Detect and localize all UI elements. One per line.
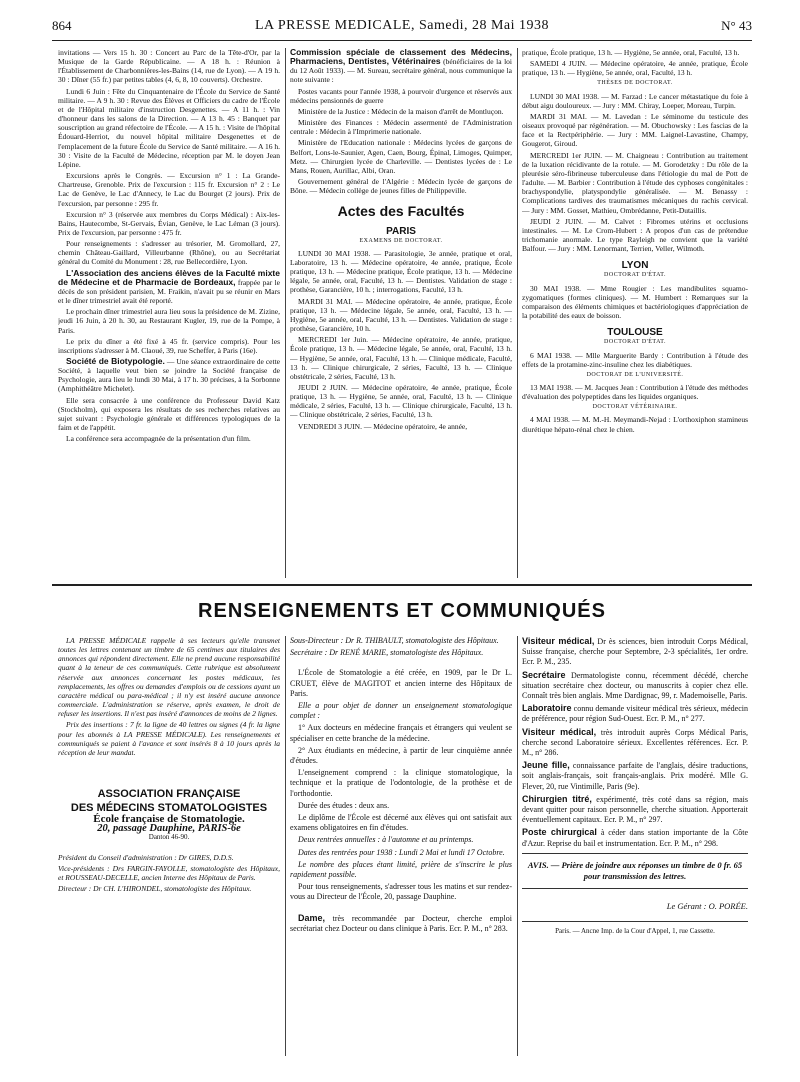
issue-number: N° 43 bbox=[721, 18, 752, 33]
classified-ad: Poste chirurgical à céder dans station importante de la Côte d'Azur. Reprise du bail et instrumentation. Ecr. P. M., n° 298. bbox=[522, 827, 748, 848]
paragraph: Ministère de l'Education nationale : Médecins lycées de garçons de Belfort, Lons-le-Saunier, Agen, Caen, Bourg, Épinal, Limoges, Quimper, Metz. — Chirurgien lycée de Charleville. — Dentistes lycées de : Le Mans, Rouen, Aurillac, Albi, Oran. bbox=[290, 138, 512, 175]
staff-line: Vice-présidents : Drs FARGIN-FAYOLLE, stomatologiste des Hôpitaux, et ROUSSEAU-DECELLE, ancien Interne des Hôpitaux de Paris. bbox=[58, 863, 280, 882]
article bbox=[58, 269, 280, 306]
paragraph: Elle a pour objet de donner un enseignement stomatologique complet : bbox=[290, 701, 512, 721]
school-address: 20, passage Dauphine, PARIS-6e bbox=[97, 823, 241, 835]
column-2 bbox=[290, 48, 512, 580]
column-divider bbox=[517, 48, 518, 578]
article bbox=[290, 48, 512, 85]
notice-paragraph: LA PRESSE MÉDICALE rappelle à ses lecteurs qu'elle transmet toutes les lettres contenant un timbre de 65 centimes aux titulaires des annonces qui répondent directement. Elle ne prend aucune responsabilité quant à la teneur de ces communiqués. Cette rubrique est absolument réservée aux annonces concernant les postes médicaux, les remplacements, les offres ou demandes d'emplois ou de cessions ayant un caractère médical ou para-médical ; il n'y est inséré aucune annonce commerciale. L'administration se réserve, après examen, le droit de refuser les insertions. Il n'est pas inséré d'annonces de moins de 2 lignes. bbox=[58, 636, 280, 719]
gerant-line: Le Gérant : O. PORÉE. bbox=[666, 900, 748, 911]
paragraph: Le prochain dîner trimestriel aura lieu sous la présidence de M. Zizine, jeudi 16 Juin, à 20 h. 30, au Restaurant Kugler, 19, rue de la Pompe, à Paris. bbox=[58, 307, 280, 335]
paragraph: SAMEDI 4 JUIN. — Médecine opératoire, 4e année, pratique, École pratique, 13 h. — Hygiène, 5e année, oral, Faculté, 13 h. bbox=[522, 59, 748, 78]
paragraph: invitations — Vers 15 h. 30 : Concert au Parc de la Tête-d'Or, par la Musique de la Garde Républicaine. — A 18 h. : Réunion à l'Établissement de Charbonnières-les-Bains (14, rue de Lyon). — A 19 h. 30 : Dîner (55 fr.) par petites tables (4, 6, 8, 10 couverts). Orchestre. bbox=[58, 48, 280, 85]
column-divider bbox=[285, 636, 286, 1056]
section-banner: RENSEIGNEMENTS ET COMMUNIQUÉS bbox=[198, 600, 606, 622]
running-header bbox=[52, 18, 752, 36]
column-1 bbox=[58, 48, 280, 580]
subheading: THÈSES DE DOCTORAT. bbox=[597, 80, 673, 87]
paragraph: Durée des études : deux ans. bbox=[298, 800, 390, 810]
paragraph: Le nombre des places étant limité, prière de s'inscrire le plus rapidement possible. bbox=[290, 859, 512, 880]
classified-ad: Jeune fille, connaissance parfaite de l'anglais, désire traductions, soit anglais-français, soit français-anglais. Prix modéré. Mlle G. Flever, 20, rue Vintimille, Paris (9e). bbox=[522, 760, 748, 791]
paragraph: L'École de Stomatologie a été créée, en 1909, par le Dr L. CRUET, élève de MAGITOT et ancien interne des Hôpitaux de Paris. bbox=[290, 668, 512, 698]
divider bbox=[522, 888, 748, 889]
paragraph: pratique, École pratique, 13 h. — Hygiène, 5e année, oral, Faculté, 13 h. bbox=[522, 48, 740, 57]
paragraph: La conférence sera accompagnée de la présentation d'un film. bbox=[66, 434, 251, 444]
paragraph: Excursions après le Congrès. — Excursion n° 1 : La Grande-Chartreuse, Grenoble. Prix de l'excursion : 115 fr. Excursion n° 2 : Le Lac de Genève, le Lac d'Annecy, le Lac du Bourget (2 jours). Prix de l'excursion, par personne : 295 fr. bbox=[58, 171, 280, 208]
paragraph: JEUDI 2 JUIN. — Médecine opératoire, 4e année, pratique, École pratique, 13 h. — Hygiène, 5e année, oral, Faculté, 13 h. — Clinique médicale, 2 séries, Faculté, 13 h. — Clinique chirurgicale, Faculté, 13 h. — Clinique obstétricale, 2 séries, Faculté, 13 h. bbox=[290, 383, 512, 420]
paragraph: Excursion n° 3 (réservée aux membres du Corps Médical) : Aix-les-Bains, Hautecombe, St-Gervais, Évian, Genève, le Lac Léman (3 jours). Prix de l'excursion, par personne : 475 fr. bbox=[58, 209, 280, 237]
staff-line: Directeur : Dr CH. L'HIRONDEL, stomatologiste des Hôpitaux. bbox=[58, 883, 252, 893]
article-text: — Une séance extraordinaire de cette Société, à laquelle veut bien se joindre la Société française de Psychologie, aura lieu le lundi 30 Mai, à 17 h. 30 précises, à la Sorbonne (Amphithéâtre Michelet). bbox=[58, 357, 280, 394]
paragraph: 6 MAI 1938. — Mlle Marguerite Bardy : Contribution à l'étude des effets de la protamine-zinc-insuline chez les diabétiques. bbox=[522, 350, 748, 369]
paragraph: Lundi 6 Juin : Fête du Cinquantenaire de l'École du Service de Santé militaire. — A 9 h. 30 : Revue des Élèves et Officiers du cadre de l'École et de l'Hôpital militaire d'instruction Desgenettes. — A 11 h. : Vin d'honneur dans les salons de la Direction. — A 13 h. 45 : Banquet par souscription au grand réfectoire de l'École. — A 15 h. : Visite de l'hôpital Édouard-Herriot, du nouvel hôpital militaire Desgenettes et de l'emplacement de la future École du Service de Santé militaire. — A 16 h. 30 : Visite de la Faculté de Médecine, réception par M. le doyen Jean Lépine. bbox=[58, 86, 280, 169]
association-title: DES MÉDECINS STOMATOLOGISTES bbox=[70, 802, 268, 815]
column-3 bbox=[522, 48, 748, 580]
divider bbox=[522, 921, 748, 922]
subheading: EXAMENS DE DOCTORAT. bbox=[359, 237, 443, 244]
paragraph: MERCREDI 1er Juin. — Médecine opératoire, 4e année, pratique, École pratique, 13 h. — Médecine légale, 5e année, oral, Faculté, 13 h. — Hygiène, 5e année, oral, Faculté, 13 h. — Clinique médicale, Faculté, 13 h. — Clinique chirurgicale, 2 séries, Faculté, 13 h. — Clinique obstétricale, 2 séries, Faculté, 13 h. bbox=[290, 335, 512, 381]
paragraph: MARDI 31 MAI. — Médecine opératoire, 4e année, pratique, École pratique, 13 h. — Médecine légale, 5e année, oral, Faculté, 13 h. — Hygiène, 5e année, oral, Faculté, 13 h. — Dentistes. Validation de stage : prothèse, Garancière, 10 h. bbox=[290, 296, 512, 334]
staff-line: Sous-Directeur : Dr R. THIBAULT, stomatologiste des Hôpitaux. bbox=[290, 636, 499, 645]
paragraph: Ministère de la Justice : Médecin de la maison d'arrêt de Montluçon. bbox=[298, 106, 504, 116]
divider bbox=[522, 853, 748, 854]
paragraph: LUNDI 30 MAI 1938. — M. Farzad : Le cancer métastatique du foie à début aigu douloureux. — Jury : MM. Chiray, Loeper, Moreau, Turpin. bbox=[522, 91, 748, 110]
paragraph: JEUDI 2 JUIN. — M. Calvet : Fibromes utérins et occlusions intestinales. — M. Le Crom-Hubert : A propos d'un cas de prétendue trichomanie anormale. Le type Rayleigh ne convient que la variété Balfour. — Jury : MM. Lenormant, Terrien, Veller, Wilmoth. bbox=[522, 216, 748, 254]
column-divider bbox=[285, 48, 286, 578]
bottom-column-1 bbox=[58, 636, 280, 1056]
staff-line: Secrétaire : Dr RENÉ MARIE, stomatologiste des Hôpitaux. bbox=[290, 648, 484, 658]
classified-ad: Laboratoire connu demande visiteur médical très sérieux, médecin de préférence, pour région Sud-Ouest. Ecr. P. M., n° 277. bbox=[522, 703, 748, 724]
paragraph: Pour renseignements : s'adresser au trésorier, M. Gromollard, 27, chemin Château-Gaillard, Villeurbanne (Rhône), ou au Secrétariat général du Comité du Monument : 28, rue Bellecordière, Lyon. bbox=[58, 239, 280, 267]
paragraph: Postes vacants pour l'année 1938, à pourvoir d'urgence et réservés aux médecins pensionnés de guerre bbox=[290, 86, 512, 105]
paragraph: 1° Aux docteurs en médecine français et étrangers qui veulent se spécialiser en cette branche de la médecine. bbox=[290, 723, 512, 743]
section-rule bbox=[52, 584, 752, 586]
journal-title: LA PRESSE MEDICALE, Samedi, 28 Mai 1938 bbox=[254, 18, 550, 33]
paragraph: 30 MAI 1938. — Mme Rougier : Les mandibulites squamo-zygomatiques (formes cliniques). — M. Humbert : Remarques sur la comparaison des éléments chimiques et bactériologiques d'appréciation de la potabilité des eaux de boisson. bbox=[522, 283, 748, 321]
city-heading: PARIS bbox=[386, 225, 416, 237]
subheading: DOCTORAT D'ÉTAT. bbox=[604, 339, 666, 346]
paragraph: LUNDI 30 MAI 1938. — Parasitologie, 3e année, pratique et oral, Laboratoire, 13 h. — Médecine opératoire, 4e année, pratique, École pratique, 13 h. — Médecine pratique, École pratique, 13 h. — Médecine légale, 5e année, oral, Faculté, 13 h. — Dentistes. Validation de stage : prothèse, Garancière, 10 h. ; interrogations, Faculté, 13 h. bbox=[290, 248, 512, 295]
paragraph: MARDI 31 MAI. — M. Lavedan : Le séminome du testicule des oiseaux provoqué par régénération. — M. Obuchowsky : Les fascias de la face et la Rectpériphérie. — Jury : MM. Laignel-Lavastine, Champy, Gougerot, Giroud. bbox=[522, 111, 748, 149]
classified-ad: Visiteur médical, Dr ès sciences, bien introduit Corps Médical, Suisse française, cherche pour Septembre, 2-3 spécialités, 1er ordre. Ecr. P. M., 235. bbox=[522, 636, 748, 667]
city-heading: TOULOUSE bbox=[607, 327, 663, 339]
page-number: 864 bbox=[52, 18, 72, 33]
article-heading: L'Association des anciens élèves de la Faculté mixte de Médecine et de Pharmacie de Bordeaux, bbox=[58, 267, 280, 287]
section-title: Actes des Facultés bbox=[337, 203, 465, 220]
paragraph: 4 MAI 1938. — M. M.-H. Meymandi-Nejad : L'orthoxiphon stamineus diurétique hépato-rénal chez le chien. bbox=[522, 415, 748, 434]
imprint: Paris. — Ancne Imp. de la Cour d'Appel, 1, rue Cassette. bbox=[555, 927, 715, 936]
article-heading: Société de Biotypologie. bbox=[66, 356, 165, 366]
avis-notice: AVIS. — Prière de joindre aux réponses un timbre de 0 fr. 65 pour transmission des lettres. bbox=[527, 859, 743, 881]
association-title: ASSOCIATION FRANÇAISE bbox=[97, 788, 241, 801]
subheading: DOCTORAT VÉTÉRINAIRE. bbox=[592, 404, 678, 411]
paragraph: Ministère des Finances : Médecin assermenté de l'Administration centrale : Médecin à l'Imprimerie nationale. bbox=[290, 118, 512, 137]
bottom-column-2 bbox=[290, 636, 512, 1056]
classified-ad: Chirurgien titré, expérimenté, très coté dans sa région, mais devant quitter pour raison personnelle, cherche situation. Apporterait éventuellement capitaux. Ecr. P. M., n° 297. bbox=[522, 793, 748, 825]
staff-line: Président du Conseil d'administration : Dr GIRES, D.D.S. bbox=[58, 852, 234, 862]
paragraph: 13 MAI 1938. — M. Jacques Jean : Contribution à l'étude des méthodes d'évaluation des polypeptides dans les liquides organiques. bbox=[522, 383, 748, 402]
subheading: DOCTORAT D'ÉTAT. bbox=[604, 272, 666, 279]
bottom-column-3 bbox=[522, 636, 748, 1056]
paragraph: MERCREDI 1er JUIN. — M. Chaigneau : Contribution au traitement de la luxation récidivante de la rotule. — M. Gorodetzky : Du rôle de la pleurésie séro-fibrineuse tuberculeuse dans l'étiologie du mal de Pott de l'adulte. — M. Barbier : Contribution à l'étude des cyphoses congénitales : brachyspondylie, platyspondylie généralisée. — M. Benassy : Complications tardives des traumatismes mécaniques du rachis cervical. — Jury : MM. Gosset, Mathieu, Ombrédanne, Petit-Dutaillis. bbox=[522, 150, 748, 215]
column-divider bbox=[517, 636, 518, 1056]
classified-ad: Secrétaire Dermatologiste connu, récemment décédé, cherche situation secrétaire chez docteur, ou manuscrits à copier chez elle. Connaît très bien anglais. Mme Dardignac, 99, r. Mademoiselle, Paris. bbox=[522, 669, 748, 701]
classified-ad: Dame, très recommandée par Docteur, cherche emploi secrétariat chez Docteur ou dans clinique à Paris. Ecr. P. M., n° 283. bbox=[290, 912, 512, 933]
article-text: (bénéficiaires de la loi du 12 Août 1933). — M. Sureau, secrétaire général, nous communique la note suivante : bbox=[290, 57, 512, 85]
paragraph: Dates des rentrées pour 1938 : Lundi 2 Mai et lundi 17 Octobre. bbox=[298, 847, 505, 857]
article bbox=[58, 357, 280, 394]
article-text: frappée par le décès de son président parisien, M. Fraikin, n'avait pu se réunir en Mars et le dîner trimestriel avait été reporté. bbox=[58, 277, 280, 306]
subheading: DOCTORAT DE L'UNIVERSITÉ. bbox=[586, 371, 684, 378]
paragraph: Le prix du dîner a été fixé à 45 fr. (service compris). Pour les inscriptions s'adresser à M. Claoué, 39, rue Scheffer, à Paris (16e). bbox=[58, 336, 280, 355]
school-name: École française de Stomatologie. bbox=[93, 813, 245, 826]
paragraph: Deux rentrées annuelles : à l'automne et au printemps. bbox=[298, 835, 474, 845]
paragraph: L'enseignement comprend : la clinique stomatologique, la technique et la pratique de l'odontologie, de la prothèse et de l'orthodontie. bbox=[290, 768, 512, 798]
paragraph: Elle sera consacrée à une conférence du Professeur David Katz (Stockholm), qui exposera les résultats de ses recherches relatives au sujet suivant : Psychologie générale et différences typologiques de la faim et de l'appétit. bbox=[58, 395, 280, 433]
paragraph: Le diplôme de l'École est décerné aux élèves qui ont satisfait aux examens obligatoires en fin d'études. bbox=[290, 813, 512, 833]
paragraph: Gouvernement général de l'Algérie : Médecin lycée de garçons de Bône. — Médecin collège de jeunes filles de Philippeville. bbox=[290, 177, 512, 196]
school-phone: Danton 46-90. bbox=[148, 833, 190, 842]
paragraph: VENDREDI 3 JUIN. — Médecine opératoire, 4e année, bbox=[298, 421, 468, 431]
article-heading: Commission spéciale de classement des Médecins, Pharmaciens, Dentistes, Vétérinaires bbox=[290, 48, 512, 67]
paragraph: Pour tous renseignements, s'adresser tous les matins et sur rendez-vous au Directeur de l'École, 20, passage Dauphine. bbox=[290, 882, 512, 902]
header-rule bbox=[52, 40, 752, 41]
notice-paragraph: Prix des insertions : 7 fr. la ligne de 40 lettres ou signes (4 fr. la ligne pour les abonnés à LA PRESSE MÉDICALE). Les renseignements et communiqués se paient à l'avance et sont insérés 8 à 10 jours après la réception de leur mandat. bbox=[58, 720, 280, 757]
classified-ad: Visiteur médical, très introduit auprès Corps Médical Paris, cherche second Laboratoire sérieux. Excellentes références. Ecr. P. M., n° 286. bbox=[522, 726, 748, 758]
city-heading: LYON bbox=[621, 260, 649, 272]
paragraph: 2° Aux étudiants en médecine, à partir de leur cinquième année d'études. bbox=[290, 745, 512, 766]
